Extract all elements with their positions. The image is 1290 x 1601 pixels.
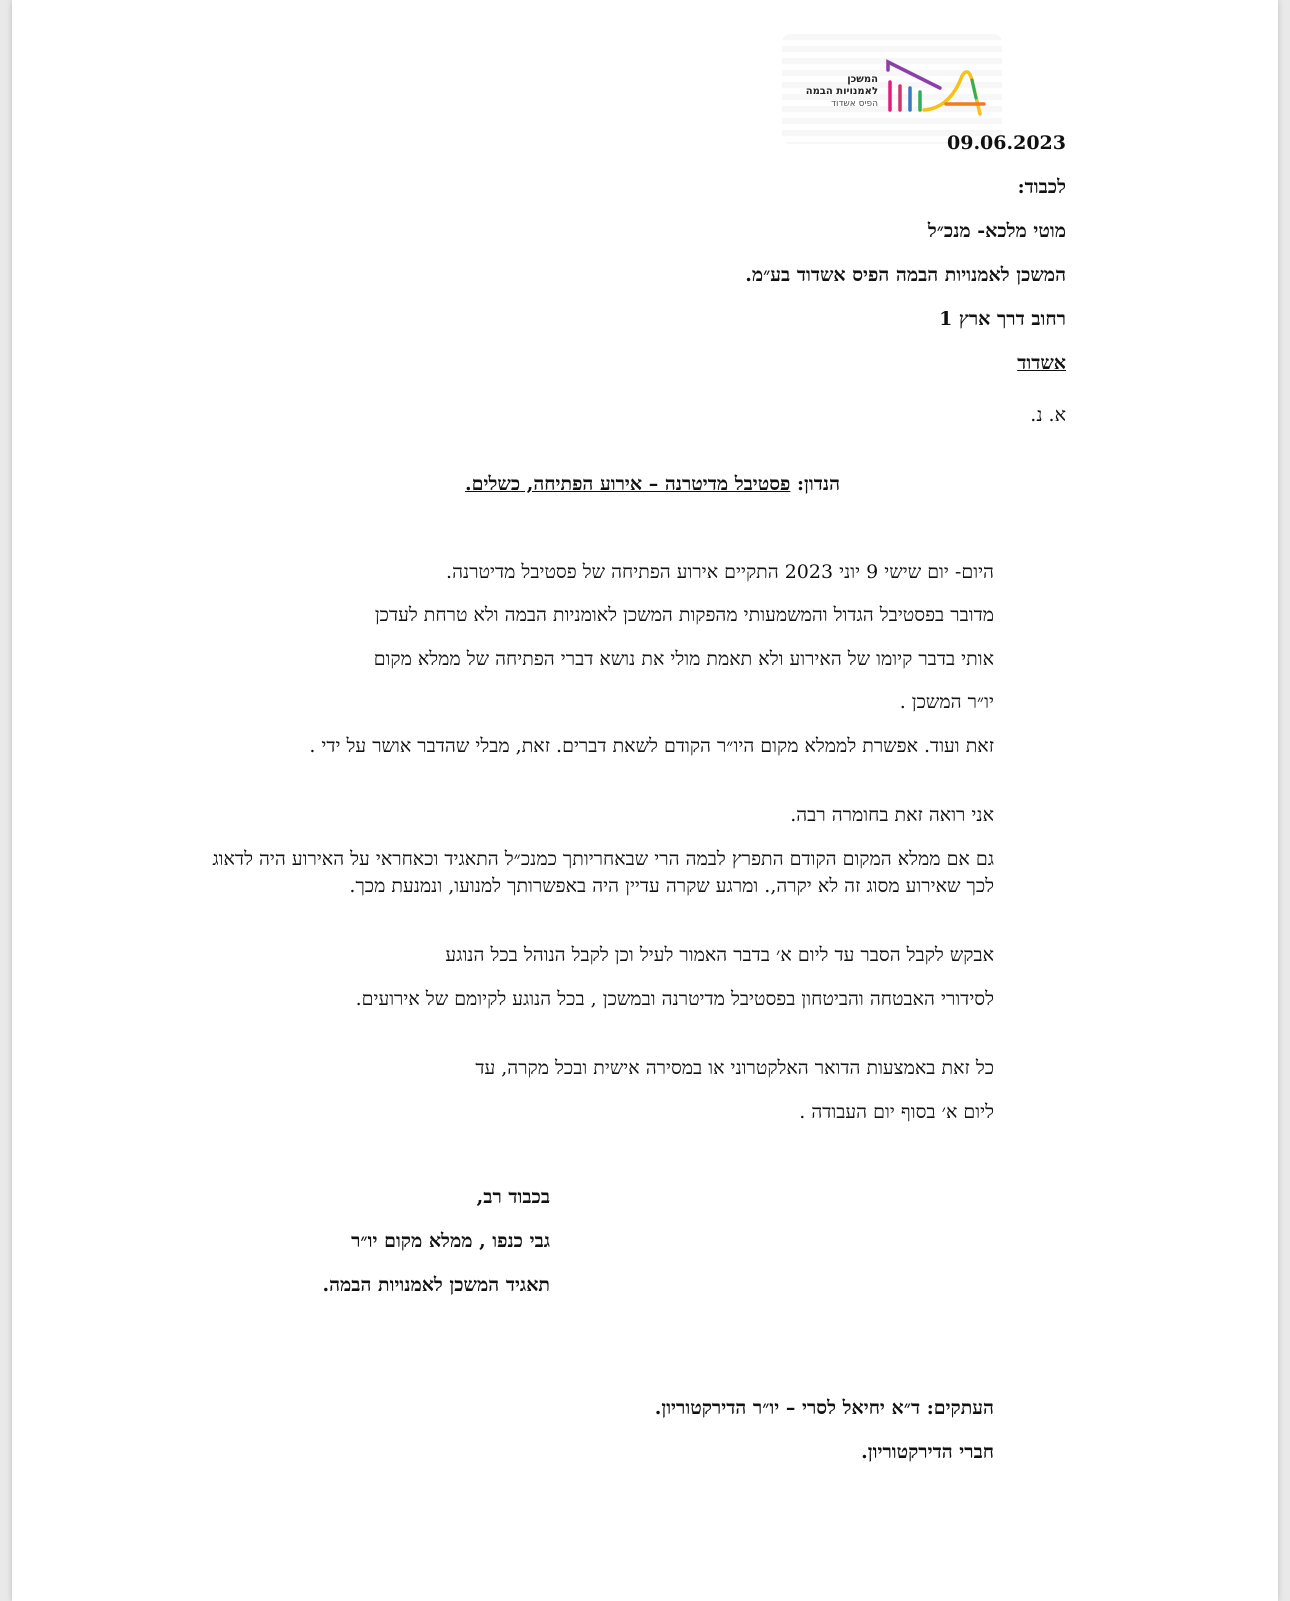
body-paragraph-2: מדובר בפסטיבל הגדול והמשמעותי מהפקות המשכן לאומניות הבמה ולא טרחת לעדכן [374,604,994,626]
logo-text [806,74,878,110]
body-paragraph-1: היום- יום שישי 9 יוני 2023 התקיים אירוע הפתיחה של פסטיבל מדיטרנה. [446,561,994,583]
signature-closing: בכבוד רב, [476,1186,550,1208]
logo-line-1: המשכן [847,74,878,85]
body-paragraph-5: זאת ועוד. אפשרת לממלא מקום היו״ר הקודם לשאת דברים. זאת, מבלי שהדבר אושר על ידי . [309,735,994,757]
subject-line [465,473,840,496]
letter-document [12,0,1278,1601]
signature-organization: תאגיד המשכן לאמנויות הבמה. [322,1274,550,1296]
signature-name: גבי כנפו , ממלא מקום יו״ר [351,1230,550,1252]
recipient-organization: המשכן לאמנויות הבמה הפיס אשדוד בע״מ. [745,264,1066,286]
subject-label: הנדון: [797,473,840,495]
greeting: א. נ. [1030,404,1066,426]
letter-date: 09.06.2023 [947,132,1066,154]
body-paragraph-8: אבקש לקבל הסבר עד ליום א׳ בדבר האמור לעיל וכן לקבל הנוהל בכל הנוגע [445,944,994,966]
body-paragraph-7: גם אם ממלא המקום הקודם התפרץ לבמה הרי שבאחריותך כמנכ״ל התאגיד וכאחראי על האירוע היה לדאוג לכך שאירוע מסוג זה לא יקרה,. ומרגע שקרה עדיין היה באפשרותך למנועו, ונמנעת מכך. [212,848,994,897]
logo-mark-icon [880,58,990,128]
recipient-salutation: לכבוד: [1017,176,1066,198]
subject-text: פסטיבל מדיטרנה – אירוע הפתיחה, כשלים. [465,473,791,495]
recipient-street: רחוב דרך ארץ 1 [939,308,1066,330]
organization-logo [792,48,992,138]
body-paragraph-11: ליום א׳ בסוף יום העבודה . [799,1101,994,1123]
logo-line-3: הפיס אשדוד [831,99,878,109]
cc-line-1: העתקים: ד״א יחיאל לסרי – יו״ר הדירקטוריון. [654,1397,994,1419]
logo-line-2: לאמנויות הבמה [805,86,878,97]
body-paragraph-4: יו״ר המשכן . [899,691,994,713]
recipient-city: אשדוד [1017,352,1066,374]
cc-line-2: חברי הדירקטוריון. [861,1441,994,1463]
body-paragraph-6: אני רואה זאת בחומרה רבה. [790,804,994,826]
letter-page [12,0,1278,1601]
body-paragraph-3: אותי בדבר קיומו של האירוע ולא תאמת מולי את נושא דברי הפתיחה של ממלא מקום [373,648,994,670]
recipient-name: מוטי מלכא- מנכ״ל [927,220,1066,242]
body-paragraph-9: לסידורי האבטחה והביטחון בפסטיבל מדיטרנה ובמשכן , בכל הנוגע לקיומם של אירועים. [355,988,994,1010]
body-paragraph-10: כל זאת באמצעות הדואר האלקטרוני או במסירה אישית ובכל מקרה, עד [475,1057,994,1079]
